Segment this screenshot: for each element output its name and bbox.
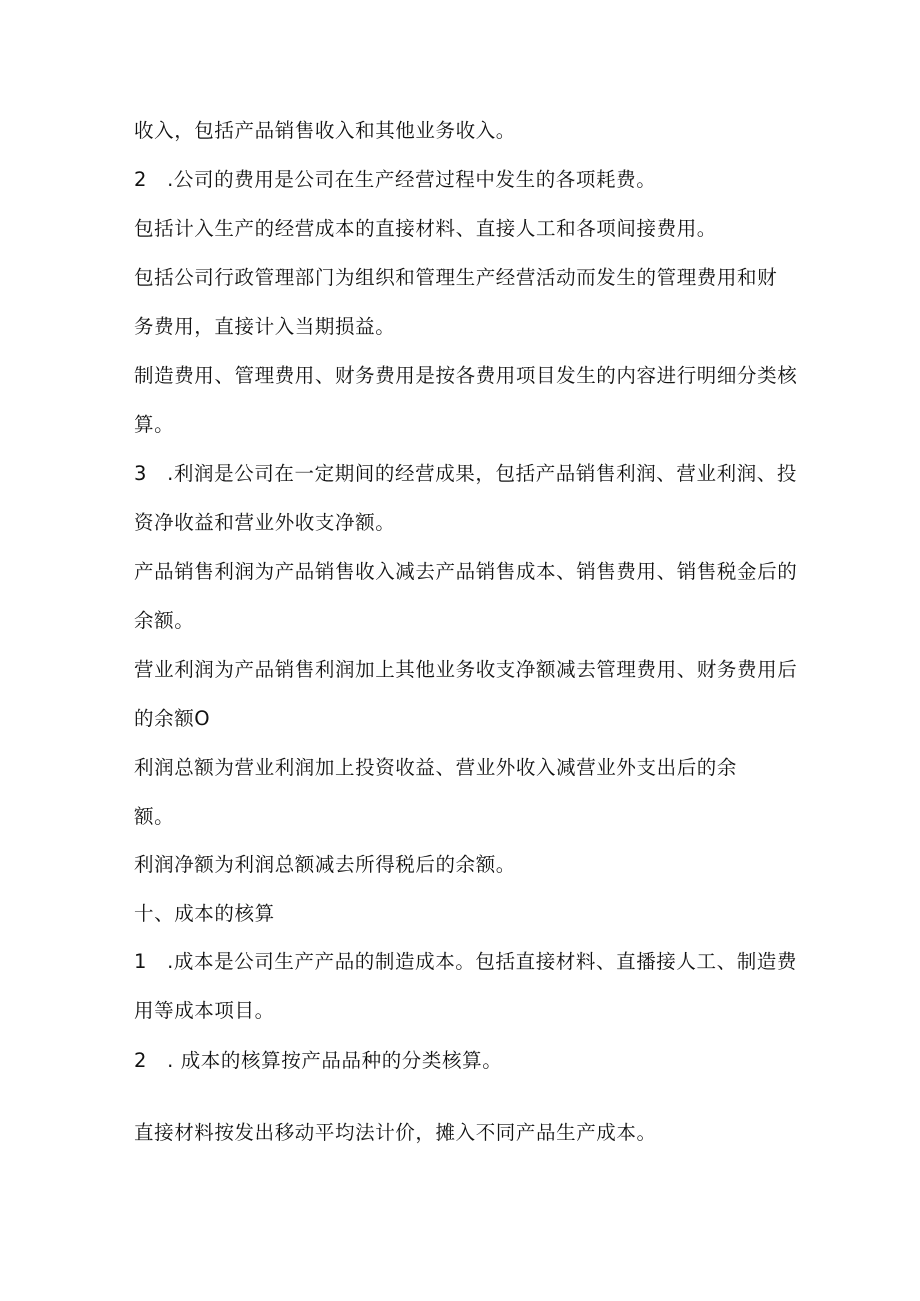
text-line: 包括公司行政管理部门为组织和管理生产经营活动而发生的管理费用和财 bbox=[134, 266, 778, 289]
text-line: 的余额O bbox=[134, 707, 211, 730]
text-line: 额。 bbox=[134, 805, 175, 828]
text-line: 1 .成本是公司生产产品的制造成本。包括直接材料、直播接人工、制造费 bbox=[134, 950, 798, 973]
text-line: 直接材料按发出移动平均法计价，摊入不同产品生产成本。 bbox=[134, 1121, 657, 1144]
text-line: 用等成本项目。 bbox=[134, 999, 275, 1022]
text-line: 利润总额为营业利润加上投资收益、营业外收入减营业外支出后的余 bbox=[134, 756, 738, 779]
text-line: 利润净额为利润总额减去所得税后的余额。 bbox=[134, 853, 516, 876]
text-line: 包括计入生产的经营成本的直接材料、直接人工和各项间接费用。 bbox=[134, 217, 717, 240]
text-line: 资净收益和营业外收支净额。 bbox=[134, 511, 396, 534]
text-line: 制造费用、管理费用、财务费用是按各费用项目发生的内容进行明细分类核 bbox=[134, 364, 798, 387]
section-heading: 十、成本的核算 bbox=[134, 902, 275, 925]
text-line: 算。 bbox=[134, 413, 175, 436]
text-line: 营业利润为产品销售利润加上其他业务收支净额减去管理费用、财务费用后 bbox=[134, 658, 798, 681]
text-line: 收入，包括产品销售收入和其他业务收入。 bbox=[134, 119, 516, 142]
text-line: 2 . 成本的核算按产品品种的分类核算。 bbox=[134, 1049, 503, 1072]
text-line: 余额。 bbox=[134, 609, 195, 632]
text-line: 务费用，直接计入当期损益。 bbox=[134, 315, 396, 338]
text-line: 产品销售利润为产品销售收入减去产品销售成本、销售费用、销售税金后的 bbox=[134, 560, 798, 583]
text-line: 3 .利润是公司在一定期间的经营成果，包括产品销售利润、营业利润、投 bbox=[134, 462, 798, 485]
text-line: 2 .公司的费用是公司在生产经营过程中发生的各项耗费。 bbox=[134, 168, 657, 191]
